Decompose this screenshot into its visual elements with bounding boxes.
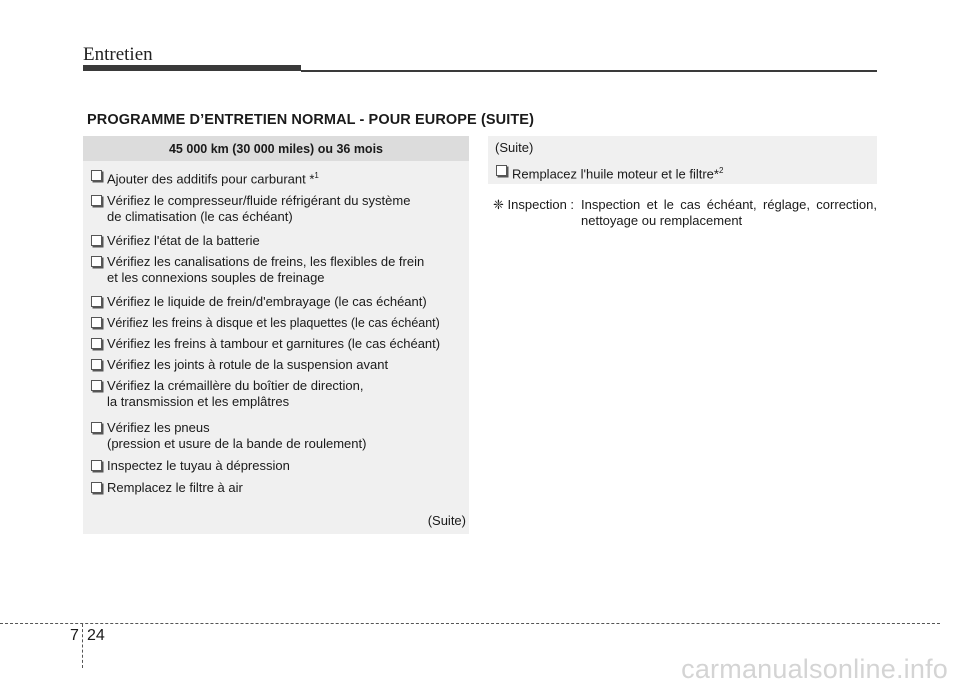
checkbox-icon [91,482,102,493]
header-title: Entretien [83,44,153,65]
footer-page-divider [82,624,83,668]
checkbox-icon [496,165,507,176]
maintenance-box-continued [488,136,877,184]
checklist-item: Vérifiez les freins à tambour et garnitures (le cas échéant) [89,336,463,352]
section-title: PROGRAMME D’ENTRETIEN NORMAL - POUR EUROPE (SUITE) [87,112,534,128]
checkbox-icon [91,317,102,328]
checklist-item: Vérifiez le liquide de frein/d'embrayage (le cas échéant) [89,294,463,310]
checklist-item: Ajouter des additifs pour carburant *$^1$ [89,168,463,187]
checkbox-icon [91,256,102,267]
header-rule [301,70,877,72]
header-bar [83,65,301,71]
inspection-note-text: Inspection et le cas échéant, réglage, correction, nettoyage ou remplacement [581,197,877,228]
checkbox-icon [91,195,102,206]
checklist-item: Vérifiez les pneus (pression et usure de la bande de roulement) [89,420,463,452]
checklist-item: Vérifiez les freins à disque et les plaquettes (le cas échéant) [89,315,463,331]
checkbox-icon [91,296,102,307]
page-number: 24 [87,627,105,644]
footer-divider [0,623,940,624]
checkbox-icon [91,338,102,349]
maintenance-box-45000 [83,136,469,534]
checklist-item: Vérifiez l'état de la batterie [89,233,463,249]
inspection-note [493,197,877,229]
footnote-marker: 2 [718,166,724,175]
footnote-marker: 1 [314,171,319,180]
continued-label: (Suite) [427,513,466,528]
checklist-item: Vérifiez le compresseur/fluide réfrigérant du système de climatisation (le cas échéant) [89,193,463,225]
checkbox-icon [91,235,102,246]
inspection-note-label: ❈ Inspection : [493,197,575,212]
checklist-item: Vérifiez la crémaillère du boîtier de direction, la transmission et les emplâtres [89,378,463,410]
checkbox-icon [91,460,102,471]
note-symbol-icon: ❈ [493,197,504,212]
checkbox-icon [91,422,102,433]
checklist-item: Remplacez le filtre à air [89,480,463,496]
checklist-item: Vérifiez les canalisations de freins, les flexibles de frein et les connexions souples de freinage [89,254,463,286]
chapter-number: 7 [70,627,79,644]
continued-label: (Suite) [495,140,534,155]
checkbox-icon [91,359,102,370]
checkbox-icon [91,380,102,391]
checkbox-icon [91,170,102,181]
checklist-item: Remplacez l'huile moteur et le filtre*$^2$ [494,163,723,182]
checklist-item: Inspectez le tuyau à dépression [89,458,463,474]
maintenance-item-list [83,161,469,496]
interval-heading: 45 000 km (30 000 miles) ou 36 mois [83,136,469,161]
checklist-item: Vérifiez les joints à rotule de la suspension avant [89,357,463,373]
watermark: carmanualsonline.info [681,654,948,684]
